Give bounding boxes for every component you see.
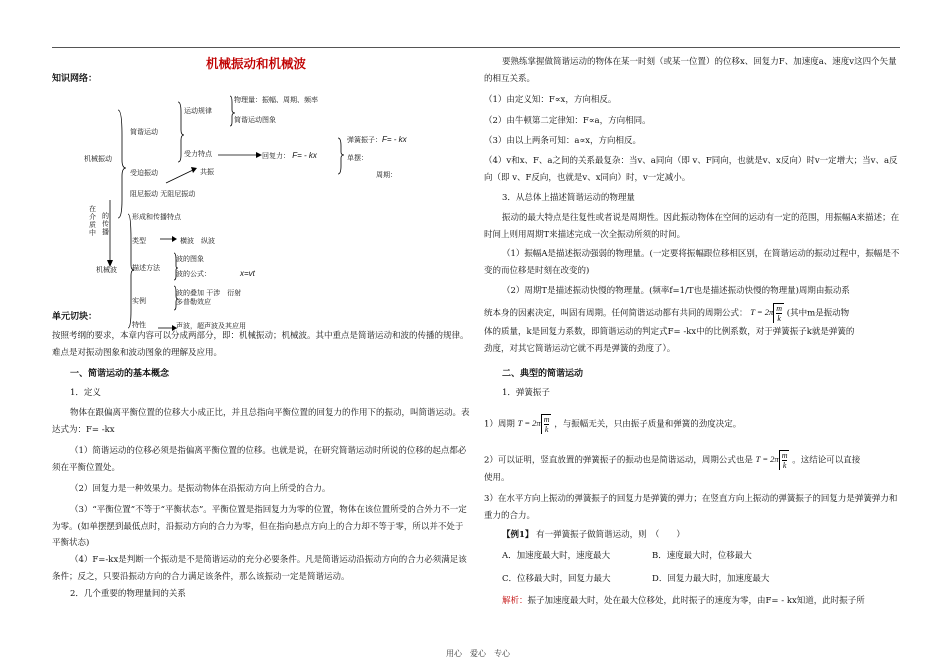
- tree-damped: 阻尼振动 无阻尼振动: [130, 190, 196, 198]
- page-footer: 用心 爱心 专心: [446, 649, 510, 658]
- tree-types: 横波 纵波: [180, 237, 215, 245]
- note-2: （2）回复力是一种效果力。是振动物体在沿振动方向上所受的合力。: [70, 484, 331, 494]
- note-4: （4）F=-kx是判断一个振动是不是简谐运动的充分必要条件。凡是简谐运动沿振动方向的合力必须满足该条件；反之，只要沿振动方向的合力满足该条件，那么该振动一定是简谐运动。: [52, 555, 467, 582]
- tree-root-vibration: 机械振动: [84, 155, 112, 163]
- period-formula: T = 2π $\frac{m}{k}$: [750, 304, 783, 323]
- right-para-1: 要熟练掌握做简谐运动的物体在某一时刻（或某一位置）的位移x、回复力F、加速度a、速度v这四个矢量的相互关系。: [484, 57, 897, 84]
- tree-pendulum: 单摆：: [347, 154, 368, 162]
- option-b: B．速度最大时，位移最大: [652, 551, 752, 561]
- period-line-1: （2）周期T是描述振动快慢的物理量。(频率f=1/T也是描述振动快慢的物理量)周期由振动系: [502, 286, 850, 296]
- spring-point-2-cont: 使用。: [484, 473, 510, 483]
- tree-resonance: 共振: [200, 168, 214, 176]
- spring-point-2: 2）可以证明，竖直放置的弹簧振子的振动也是简谐运动，周期公式也是 T = 2π $\frac{m}{k}$ 。这结论可以直接: [484, 451, 861, 470]
- spring-formula-2: T = 2π $\frac{m}{k}$: [755, 451, 788, 470]
- tree-formation: 形成和传播特点: [132, 213, 181, 221]
- unit-heading: 单元切块：: [52, 312, 98, 322]
- tree-wave-formula-label: 波的公式：: [176, 270, 211, 278]
- section-heading-2: 二、典型的简谐运动: [502, 369, 584, 379]
- tree-features-label: 特性: [132, 321, 146, 329]
- relation-4: （4）v和x、F、a之间的关系最复杂：当v、a同向（即 v、F同向，也就是v、x反向）时v一定增大；当v、a反向（即 v、F反向，也就是v、x同向）时，v一定减小。: [484, 156, 898, 183]
- spring-formula-1: T = 2π $\frac{m}{k}$: [517, 415, 550, 434]
- period-line-2: 统本身的因素决定，叫固有周期。任何简谐运动都有共同的周期公式： T = 2π $\frac{m}{k}$ (其中m是振动物: [484, 304, 850, 323]
- tree-examples-1: 波的叠加 干涉 衍射: [176, 289, 242, 297]
- tree-examples-2: 多普勒效应: [176, 298, 211, 306]
- period-line-4: 劲度，对其它简谐运动它就不再是弹簧的劲度了）。: [484, 344, 676, 354]
- relation-1: （1）由定义知：F∝x，方向相反。: [484, 95, 617, 105]
- tree-motion-law: 运动规律: [184, 107, 212, 115]
- tree-wave-graph: 波的图象: [176, 255, 204, 263]
- tree-examples-label: 实例: [132, 297, 146, 305]
- tree-force: 受力特点: [184, 150, 212, 158]
- tree-quantities: 物理量：振幅、周期、频率: [234, 96, 318, 104]
- tree-types-label: 类型: [132, 237, 146, 245]
- relation-2: （2）由牛顿第二定律知：F∝a，方向相同。: [484, 116, 651, 126]
- note-1: （1）简谐运动的位移必须是指偏离平衡位置的位移。也就是说，在研究简谐运动时所说的位移的起点都必须在平衡位置处。: [52, 446, 467, 473]
- section-heading-1: 一、简谐运动的基本概念: [70, 369, 170, 379]
- amplitude-paragraph: （1）振幅A是描述振动强弱的物理量。(一定要将振幅跟位移相区别，在简谐运动的振动过程中，振幅是不变的而位移是时刻在改变的): [484, 249, 900, 276]
- definition-paragraph: 物体在跟偏离平衡位置的位移大小成正比，并且总指向平衡位置的回复力的作用下的振动，叫简谐运动。表达式为：F= -kx: [52, 408, 470, 435]
- option-c: C．位移最大时，回复力最大: [502, 574, 611, 584]
- note-3: （3）“平衡位置”不等于“平衡状态”。平衡位置是指回复力为零的位置，物体在该位置所受的合外力不一定为零。(如单摆摆到最低点时，沿振动方向的合力为零，但在指向悬点方向上的合力却不等于零，所以并不处于平衡状态): [52, 505, 467, 548]
- knowledge-heading: 知识网络：: [52, 74, 98, 84]
- spring-point-3: 3）在水平方向上振动的弹簧振子的回复力是弹簧的弹力；在竖直方向上振动的弹簧振子的回复力是弹簧弹力和重力的合力。: [484, 494, 898, 521]
- tree-wave-formula: x=vt: [240, 269, 255, 278]
- tree-forced: 受迫振动: [130, 169, 158, 177]
- tree-simple-motion: 简谐运动: [130, 128, 158, 136]
- subheading-overall: 3．从总体上描述简谐运动的物理量: [502, 193, 635, 203]
- page-title: 机械振动和机械波: [206, 56, 307, 71]
- spring-point-1: 1）周期 T = 2π $\frac{m}{k}$ ，与振幅无关，只由振子质量和弹簧的劲度决定。: [484, 415, 742, 434]
- subheading-relations: 2．几个重要的物理量间的关系: [70, 589, 186, 599]
- relation-3: （3）由以上两条可知：a∝x，方向相反。: [484, 136, 642, 146]
- intro-paragraph: 按照考纲的要求，本章内容可以分成两部分，即：机械振动；机械波。其中重点是简谐运动和波的传播的规律。难点是对振动图象和波动图象的理解及应用。: [52, 331, 469, 358]
- example-question: 【例1】 有一弹簧振子做简谐运动，则 （ ）: [502, 530, 685, 540]
- subheading-spring: 1．弹簧振子: [502, 388, 550, 398]
- tree-root-wave: 机械波: [96, 266, 117, 274]
- header-rule: [52, 47, 900, 48]
- tree-propagation: 的传播: [102, 212, 109, 236]
- tree-sound: 声波，超声波及其应用: [176, 322, 246, 330]
- tree-period: 周期：: [376, 171, 397, 179]
- overall-paragraph: 振动的最大特点是往复性或者说是周期性。因此振动物体在空间的运动有一定的范围，用振幅A来描述；在时间上则用周期T来描述完成一次全振动所须的时间。: [484, 213, 900, 240]
- tree-spring: 弹簧振子：F= - kx: [347, 135, 407, 144]
- subheading-definition: 1．定义: [70, 388, 101, 398]
- knowledge-tree-lines: [60, 90, 440, 335]
- tree-graph: 简谐运动图象: [234, 116, 276, 124]
- analysis: 解析：振子加速度最大时，处在最大位移处，此时振子的速度为零，由F= - kx知道，此时振子所: [502, 596, 865, 606]
- option-a: A．加速度最大时，速度最大: [502, 551, 611, 561]
- tree-desc-label: 描述方法: [132, 264, 160, 272]
- option-d: D．回复力最大时，加速度最大: [652, 574, 770, 584]
- tree-restoring: 回复力： F= - kx: [262, 151, 317, 160]
- period-line-3: 体的质量，k是回复力系数，即简谐运动的判定式F= -kx中的比例系数，对于弹簧振子k就是弹簧的: [484, 327, 855, 337]
- tree-medium: 在介质中: [89, 205, 96, 237]
